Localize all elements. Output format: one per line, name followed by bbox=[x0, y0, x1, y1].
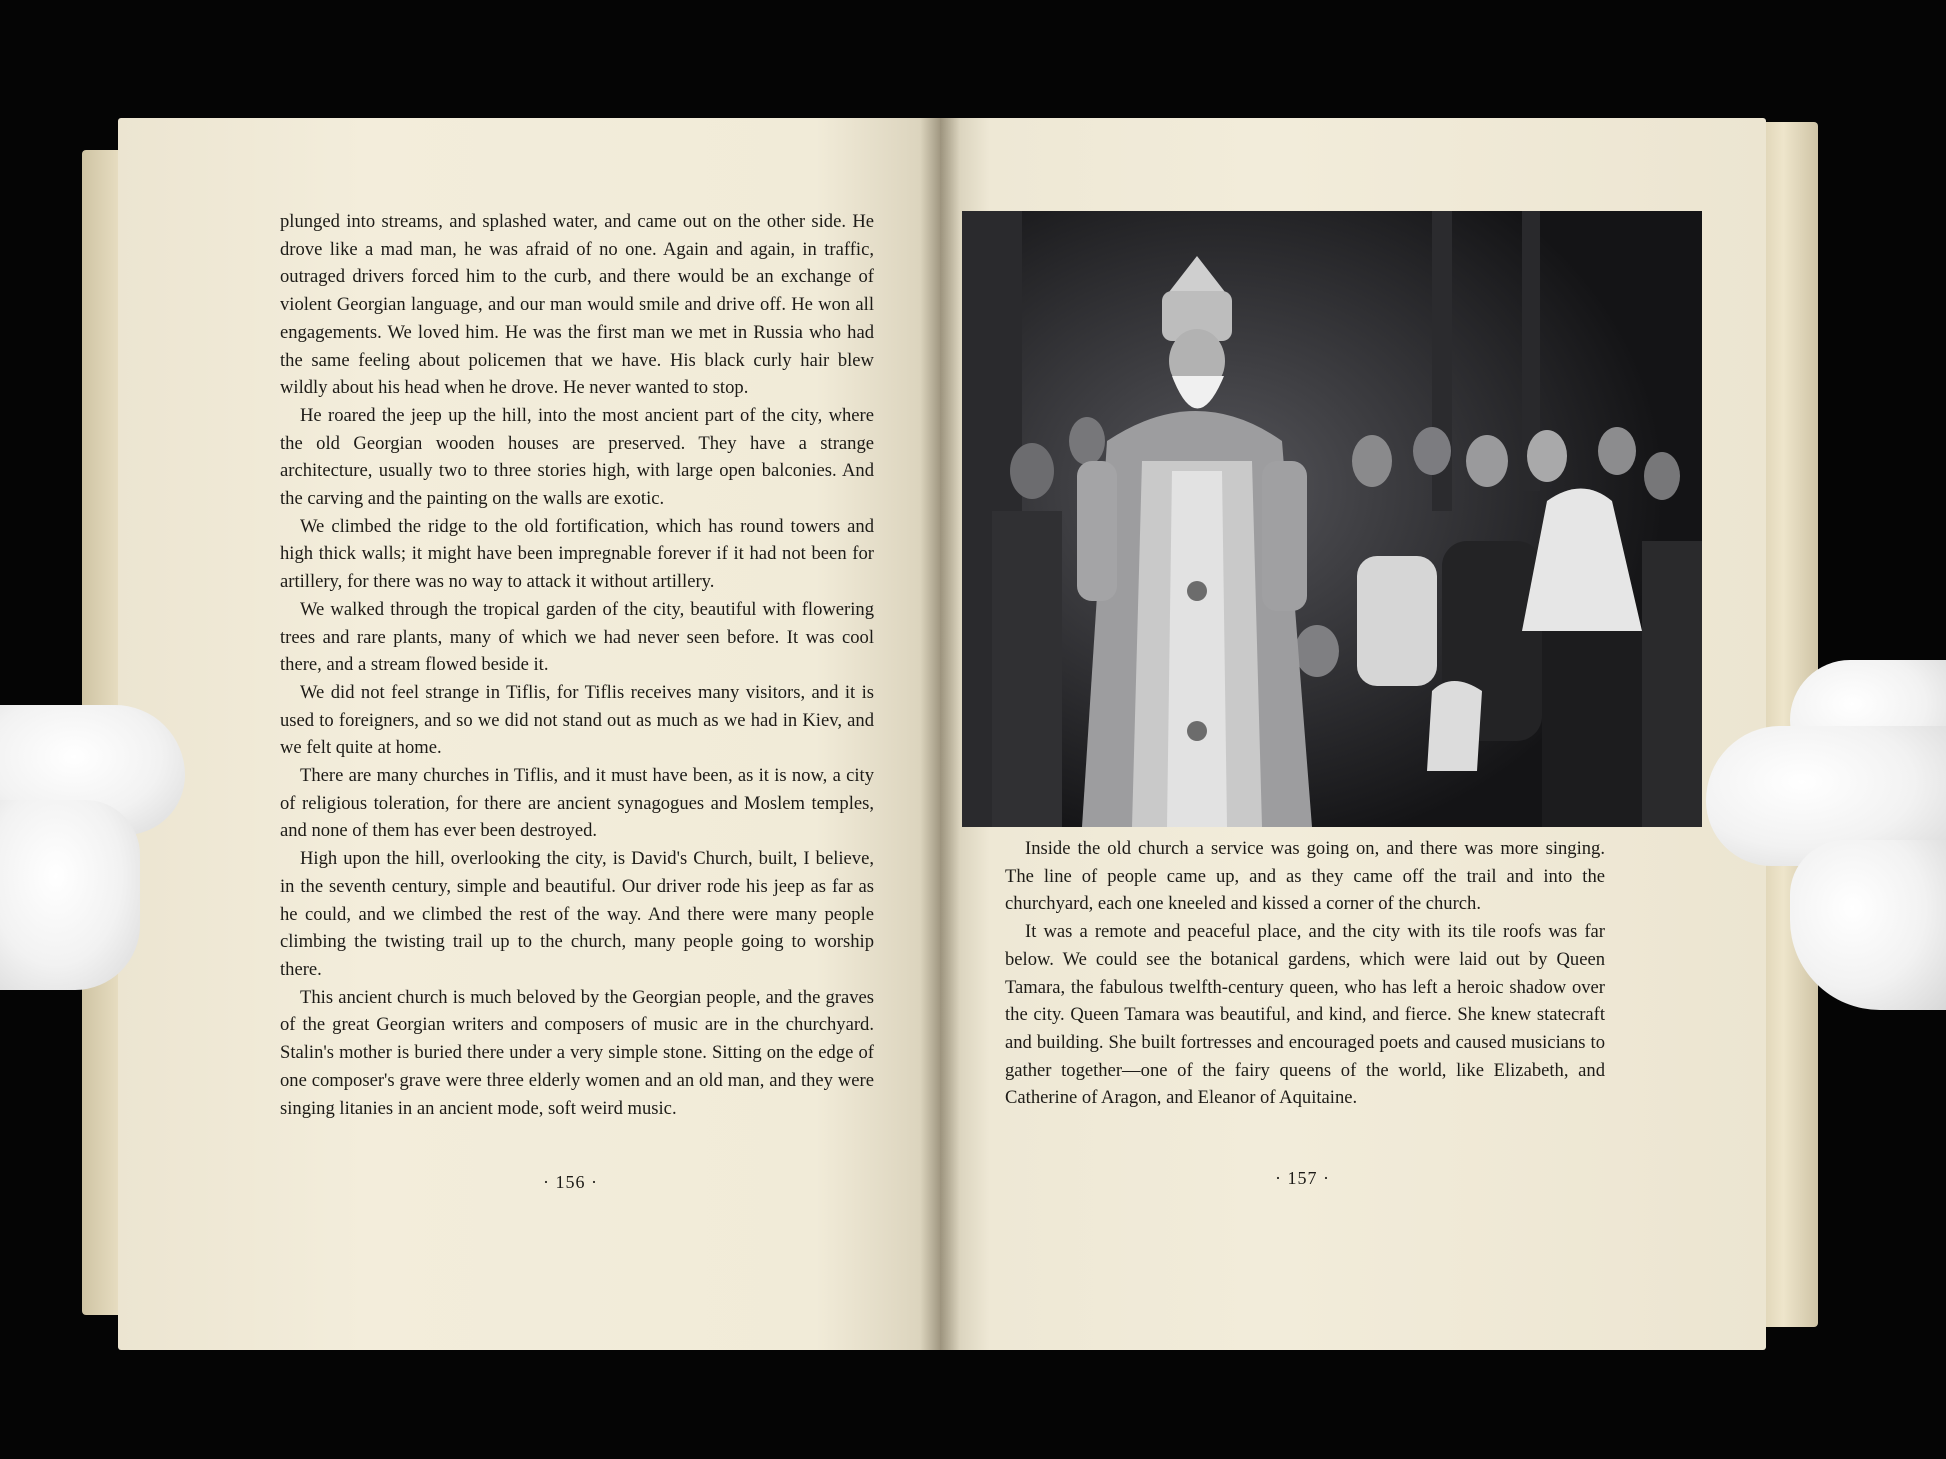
left-page-text bbox=[280, 208, 874, 1122]
left-paragraph: He roared the jeep up the hill, into the most ancient part of the city, where the old Georgian wooden houses are preserved. They have a strange architecture, usually two to three stories high, with large open balconies. And the carving and the painting on the walls are exotic. bbox=[280, 404, 874, 510]
page-number-left: · 156 · bbox=[543, 1172, 598, 1192]
left-paragraph: High upon the hill, overlooking the city, is David's Church, built, I believe, in the seventh century, simple and beautiful. Our driver rode his jeep as far as he could, and we climbed the rest of the way. And there were many people climbing the twisting trail up to the church, many people going to worship there. bbox=[280, 848, 874, 980]
white-glove-left-fingers bbox=[0, 800, 140, 990]
church-service-photo bbox=[962, 211, 1702, 827]
left-paragraph: We did not feel strange in Tiflis, for Tiflis receives many visitors, and it is used to foreigners, and so we did not stand out as much as we had in Kiev, and we felt quite at home. bbox=[280, 681, 874, 759]
left-paragraph: There are many churches in Tiflis, and it must have been, as it is now, a city of religious toleration, for there are ancient synagogues and Moslem temples, and none of them has ever been destroyed. bbox=[280, 765, 874, 842]
left-page bbox=[118, 118, 940, 1350]
left-paragraph: plunged into streams, and splashed water, and came out on the other side. He drove like a mad man, he was afraid of no one. Again and again, in traffic, outraged drivers forced him to the curb, and there would be an exchange of violent Georgian language, and our man would smile and drive off. He won all engagements. We loved him. He was the first man we met in Russia who had the same feeling about policemen that we have. His black curly hair blew wildly about his head when he drove. He never wanted to stop. bbox=[280, 211, 874, 399]
book-gutter bbox=[920, 118, 960, 1350]
page-number-right: · 157 · bbox=[1275, 1168, 1330, 1188]
right-page bbox=[940, 118, 1766, 1350]
right-paragraph: It was a remote and peaceful place, and the city with its tile roofs was far below. We could see the botanical gardens, which were laid out by Queen Tamara, the fabulous twelfth-century queen, who has left a heroic shadow over the city. Queen Tamara was beautiful, and kind, and fierce. She knew statecraft and building. She built fortresses and encouraged poets and caused musicians to gather together—one of the fairy queens of the world, like Elizabeth, and Catherine of Aragon, and Eleanor of Aquitaine. bbox=[1005, 921, 1605, 1109]
left-paragraph: We walked through the tropical garden of the city, beautiful with flowering trees and rare plants, many of which we had never seen before. It was cool there, and a stream flowed beside it. bbox=[280, 598, 874, 676]
left-paragraph: We climbed the ridge to the old fortification, which has round towers and high thick walls; it might have been impregnable forever if it had not been for artillery, for there was no way to attack it without artillery. bbox=[280, 515, 874, 593]
left-paragraph: This ancient church is much beloved by the Georgian people, and the graves of the great Georgian writers and composers of music are in the churchyard. Stalin's mother is buried there under a very simple stone. Sitting on the edge of one composer's grave were three elderly women and an old man, and they were singing litanies in an ancient mode, soft weird music. bbox=[280, 986, 874, 1119]
right-page-text bbox=[1005, 835, 1605, 1112]
right-paragraph: Inside the old church a service was going on, and there was more singing. The line of people came up, and as they came off the trail and into the churchyard, each one kneeled and kissed a corner of the church. bbox=[1005, 838, 1605, 915]
photo-illustration bbox=[962, 211, 1702, 827]
